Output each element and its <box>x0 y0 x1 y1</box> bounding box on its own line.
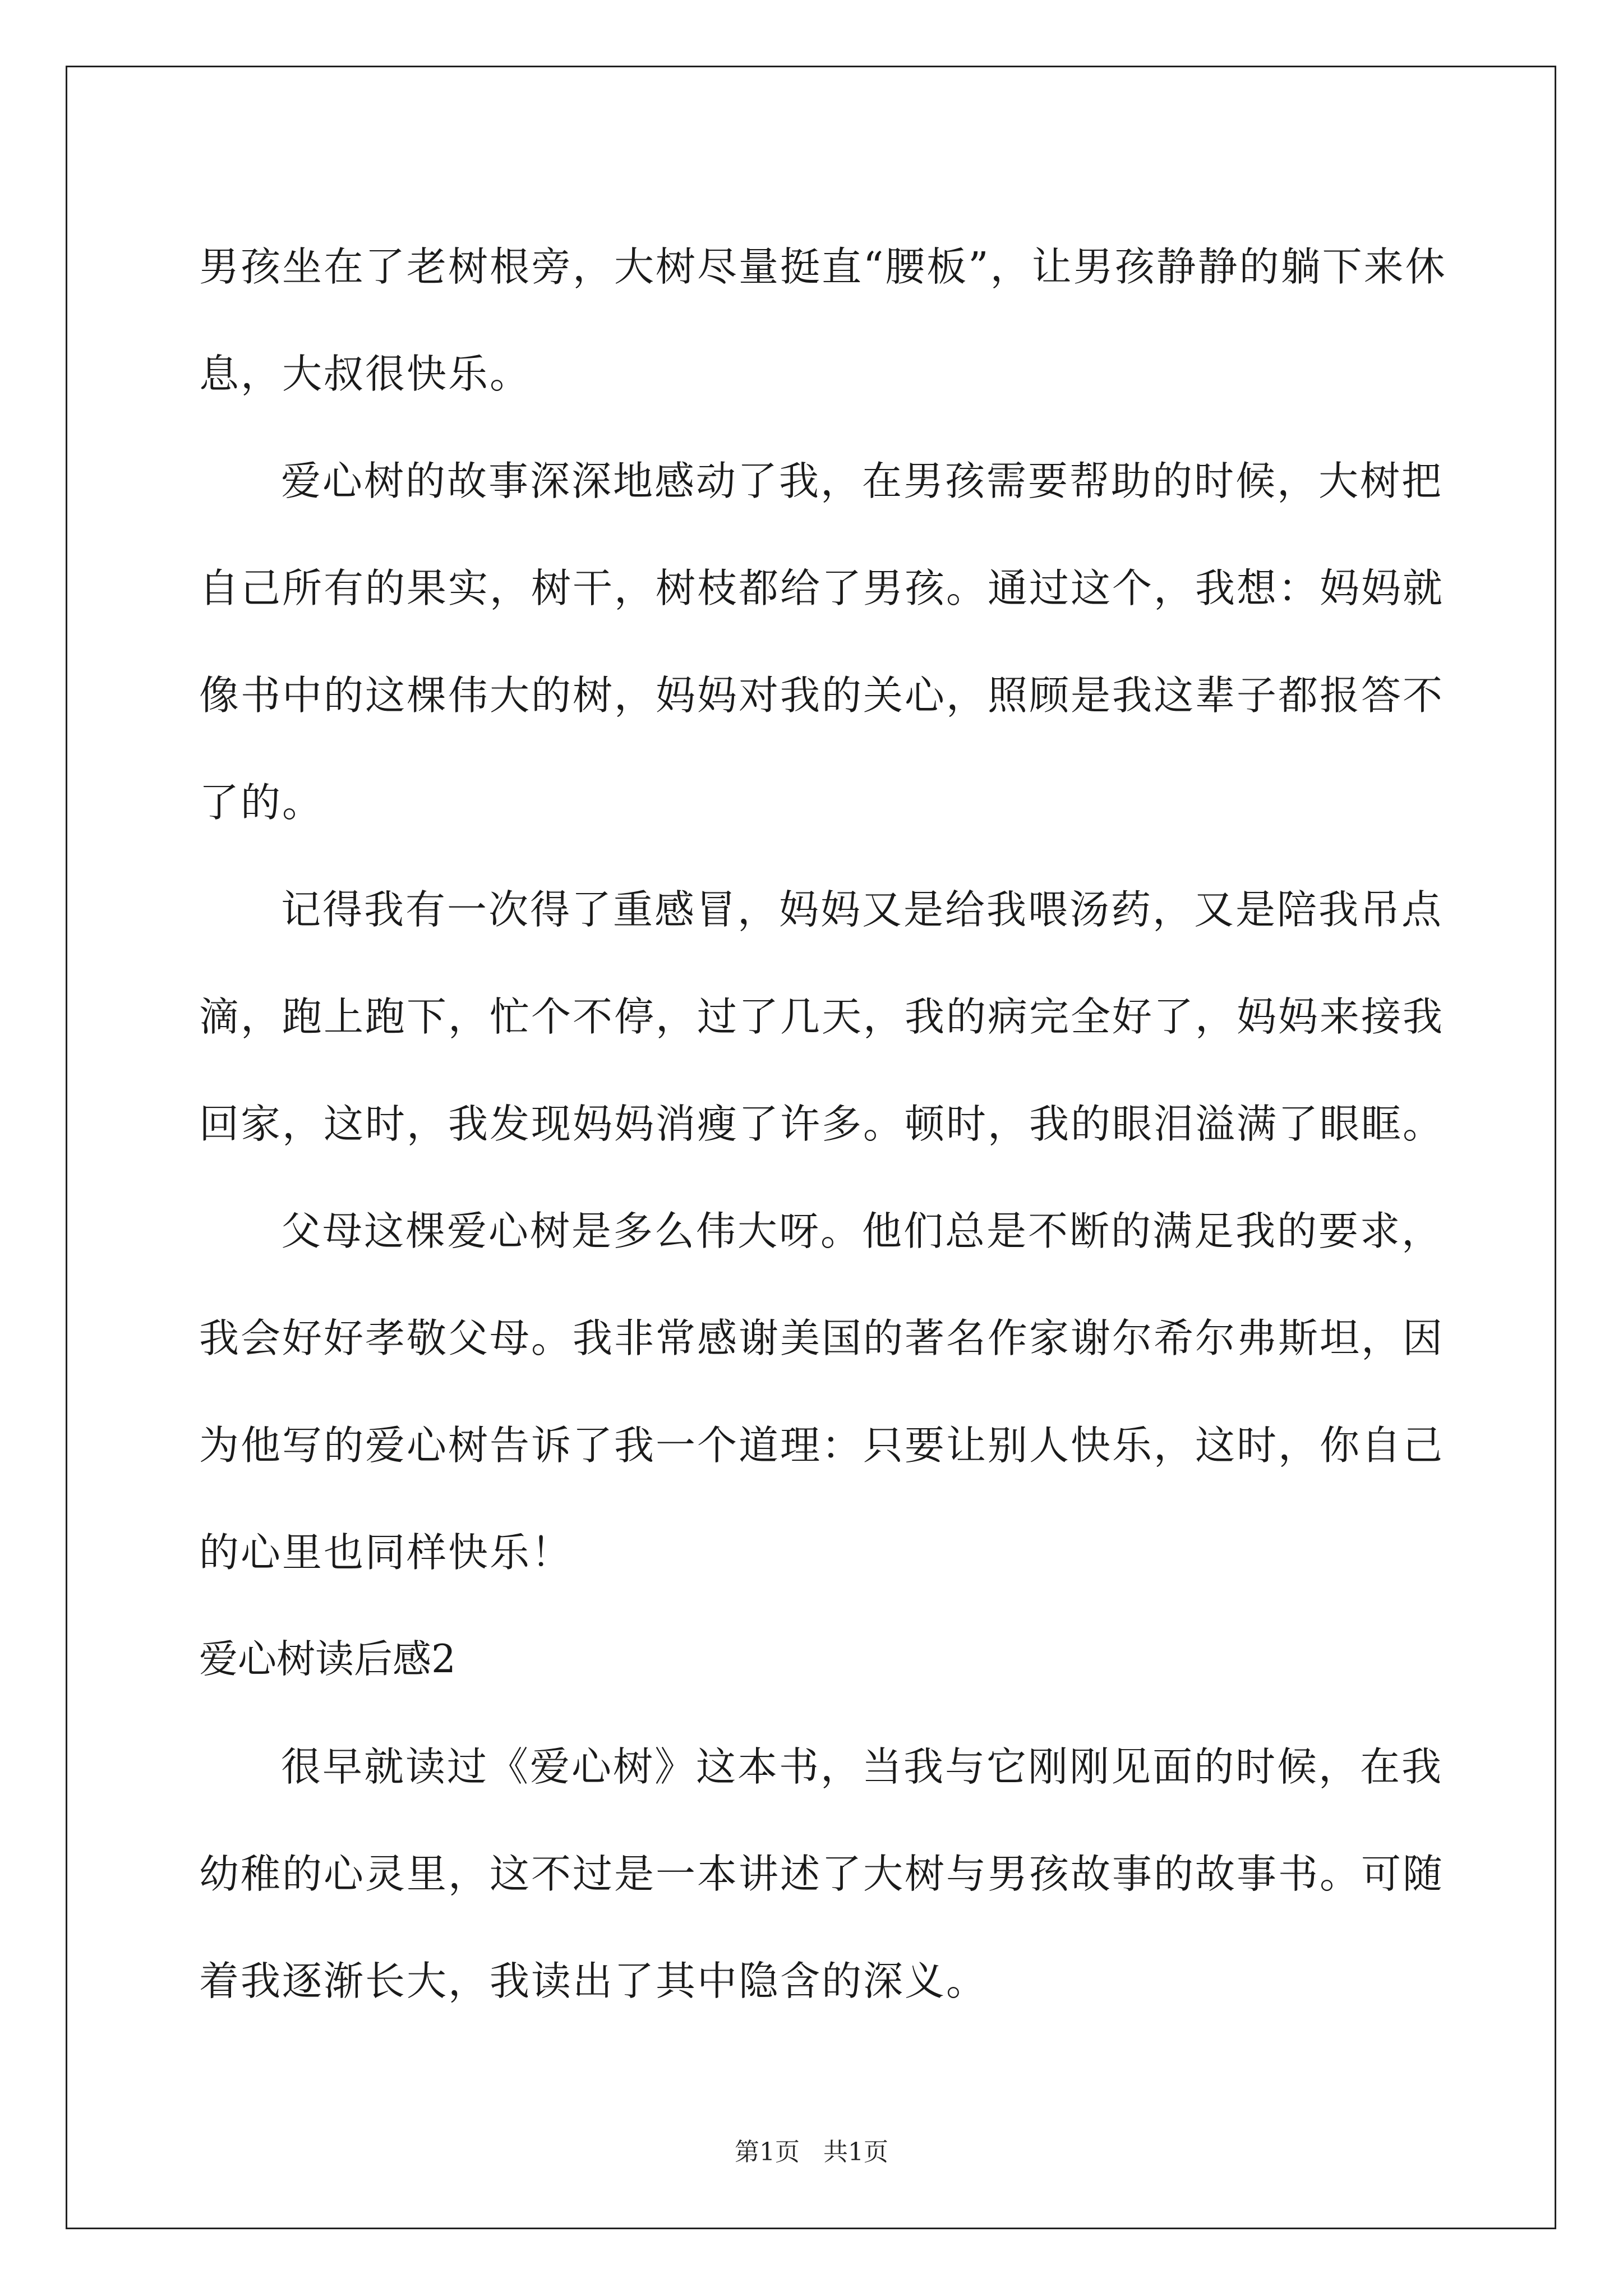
page-number: 第1页 <box>735 2138 800 2166</box>
text-line: 自己所有的果实，树干，树枝都给了男孩。通过这个，我想：妈妈就 <box>199 565 1445 611</box>
text-line: 像书中的这棵伟大的树，妈妈对我的关心，照顾是我这辈子都报答不 <box>199 672 1445 719</box>
page-total: 共1页 <box>823 2138 888 2166</box>
text-line: 很早就读过《爱心树》这本书，当我与它刚刚见面的时候，在我 <box>281 1743 1444 1790</box>
paragraph <box>199 1177 1445 1606</box>
text-line: 为他写的爱心树告诉了我一个道理：只要让别人快乐，这时，你自己 <box>199 1422 1445 1469</box>
paragraph <box>199 213 1447 427</box>
text-line: 回家，这时，我发现妈妈消瘦了许多。顿时，我的眼泪溢满了眼眶。 <box>199 1101 1445 1147</box>
paragraph <box>199 1713 1445 2035</box>
text-line: 男孩坐在了老树根旁，大树尽量挺直“腰板”，让男孩静静的躺下来休 <box>199 243 1447 290</box>
text-line: 幼稚的心灵里，这不过是一本讲述了大树与男孩故事的故事书。可随 <box>199 1851 1445 1897</box>
text-line: 了的。 <box>199 779 324 826</box>
text-line: 滴，跑上跑下，忙个不停，过了几天，我的病完全好了，妈妈来接我 <box>199 993 1445 1040</box>
text-line: 记得我有一次得了重感冒，妈妈又是给我喂汤药，又是陪我吊点 <box>281 886 1444 933</box>
text-line: 着我逐渐长大，我读出了其中隐含的深义。 <box>199 1958 988 2004</box>
paragraph <box>199 427 1445 856</box>
text-line: 的心里也同样快乐！ <box>199 1529 573 1576</box>
page-footer <box>0 2132 1623 2168</box>
document-body <box>199 213 1447 2035</box>
text-line: 我会好好孝敬父母。我非常感谢美国的著名作家谢尔希尔弗斯坦，因 <box>199 1315 1445 1361</box>
text-line: 父母这棵爱心树是多么伟大呀。他们总是不断的满足我的要求， <box>281 1208 1444 1254</box>
text-line: 息，大叔很快乐。 <box>199 351 532 397</box>
section-heading: 爱心树读后感2 <box>199 1637 456 1682</box>
text-line: 爱心树的故事深深地感动了我，在男孩需要帮助的时候，大树把 <box>281 458 1444 504</box>
paragraph <box>199 856 1445 1177</box>
